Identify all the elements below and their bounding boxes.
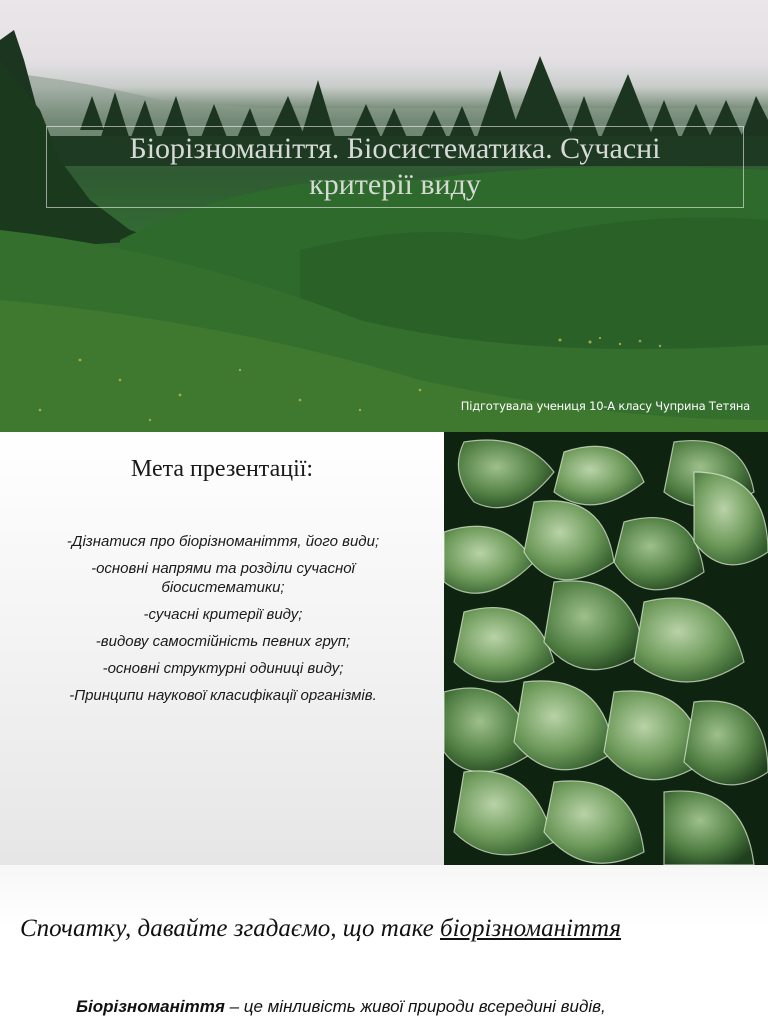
goals-heading: Мета презентації: <box>130 456 314 482</box>
heading-prefix: Спочатку, давайте згадаємо, що таке <box>20 915 440 942</box>
definition-term: Біорізноманіття <box>76 997 225 1016</box>
goals-list <box>40 532 406 713</box>
goal-item: -видову самостійність певних груп; <box>95 633 351 650</box>
goals-panel <box>0 432 444 865</box>
landscape-photo <box>0 0 768 432</box>
definition-heading <box>20 915 621 943</box>
leaves-photo <box>444 432 768 865</box>
goals-slide <box>0 432 768 865</box>
definition-slide <box>0 865 768 1024</box>
goal-item: -основні структурні одиниці виду; <box>102 660 344 677</box>
leaves-image <box>444 432 768 865</box>
heading-term: біорізноманіття <box>440 915 622 942</box>
goal-item: -основні напрями та розділи сучасної біосистематики; <box>91 560 355 596</box>
slide-title: Біорізноманіття. Біосистематика. Сучасні критерії виду <box>129 132 661 201</box>
goal-item: -Дізнатися про біорізноманіття, його види; <box>66 533 380 550</box>
title-slide <box>0 0 768 432</box>
title-frame <box>46 126 744 208</box>
definition-body: – це мінливість живої природи всередині видів, <box>224 997 606 1016</box>
goal-item: -Принципи наукової класифікації організмів. <box>69 687 377 704</box>
goal-item: -сучасні критерії виду; <box>143 606 303 623</box>
definition-text <box>76 997 606 1017</box>
author-caption: Підготувала учениця 10-А класу Чуприна Тетяна <box>460 399 750 413</box>
